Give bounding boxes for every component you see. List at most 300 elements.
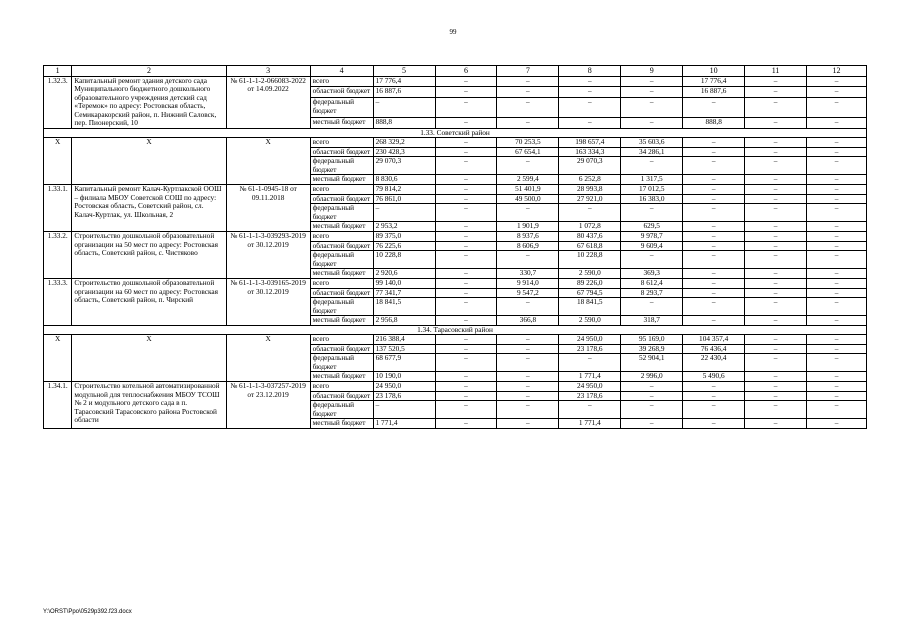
value-cell: 163 334,3 <box>559 147 621 157</box>
column-header: 3 <box>226 66 310 77</box>
value-cell: 17 012,5 <box>621 185 683 195</box>
value-cell-empty: – <box>807 401 867 419</box>
budget-source: федеральный бюджет <box>310 157 373 175</box>
value-cell-empty: – <box>435 97 497 117</box>
value-cell-empty: – <box>435 372 497 382</box>
value-cell-empty: – <box>497 76 559 87</box>
value-cell-empty: – <box>683 157 745 175</box>
value-cell: 76 225,6 <box>373 241 435 251</box>
budget-source: областной бюджет <box>310 147 373 157</box>
value-cell: 5 490,6 <box>683 372 745 382</box>
value-cell-empty: – <box>559 87 621 98</box>
value-cell: 8 606,9 <box>497 241 559 251</box>
value-cell: 1 072,8 <box>559 222 621 232</box>
item-number: 1.33.3. <box>44 278 72 325</box>
value-cell-empty: – <box>807 251 867 269</box>
value-cell: 8 293,7 <box>621 288 683 298</box>
value-cell: 216 388,4 <box>373 334 435 344</box>
budget-table <box>43 65 867 429</box>
item-document: № 61-1-1-2-066083-2022 от 14.09.2022 <box>226 76 310 129</box>
value-cell-empty: – <box>807 316 867 326</box>
value-cell: 2 996,0 <box>621 372 683 382</box>
value-cell: 70 253,5 <box>497 138 559 148</box>
value-cell: 6 252,8 <box>559 175 621 185</box>
value-cell-empty: – <box>621 401 683 419</box>
value-cell: 76 861,0 <box>373 194 435 204</box>
value-cell-empty: – <box>745 157 807 175</box>
value-cell: 24 950,0 <box>373 381 435 391</box>
value-cell-empty: – <box>745 269 807 279</box>
value-cell-empty: – <box>745 241 807 251</box>
item-name: Строительство дошкольной образовательной организации на 60 мест по адресу: Ростовская область, Советский район, п. Чирский <box>72 278 226 325</box>
value-cell: 1 771,4 <box>559 372 621 382</box>
value-cell: 888,8 <box>683 118 745 129</box>
value-cell-empty: – <box>621 87 683 98</box>
value-cell-empty: – <box>745 401 807 419</box>
header-row <box>44 66 867 77</box>
item-document: № 61-1-1-3-037257-2019 от 23.12.2019 <box>226 381 310 428</box>
value-cell-empty: – <box>745 381 807 391</box>
value-cell-empty: – <box>745 204 807 222</box>
value-cell-empty: – <box>559 354 621 372</box>
value-cell-empty: – <box>807 381 867 391</box>
budget-source: всего <box>310 334 373 344</box>
table-row <box>44 278 867 288</box>
value-cell: 67 794,5 <box>559 288 621 298</box>
page-number: 99 <box>449 28 457 36</box>
value-cell-empty: – <box>745 185 807 195</box>
value-cell-empty: – <box>373 401 435 419</box>
value-cell-empty: – <box>807 157 867 175</box>
value-cell: 39 268,9 <box>621 344 683 354</box>
value-cell: 23 178,6 <box>559 391 621 401</box>
value-cell-empty: – <box>435 175 497 185</box>
item-name: Строительство котельной автоматизированной модульной для теплоснабжения МБОУ ТСОШ № 2 и модульного детского сада в п. Тарасовский Тарасовского района Ростовской области <box>72 381 226 428</box>
value-cell-empty: – <box>745 118 807 129</box>
column-header: 2 <box>72 66 226 77</box>
value-cell: 9 609,4 <box>621 241 683 251</box>
value-cell-empty: – <box>435 185 497 195</box>
value-cell-empty: – <box>807 147 867 157</box>
value-cell-empty: – <box>435 298 497 316</box>
value-cell: 79 814,2 <box>373 185 435 195</box>
value-cell: 29 070,3 <box>373 157 435 175</box>
value-cell-empty: – <box>683 204 745 222</box>
column-header: 11 <box>745 66 807 77</box>
value-cell: 9 547,2 <box>497 288 559 298</box>
value-cell-empty: – <box>745 419 807 429</box>
value-cell-empty: – <box>435 147 497 157</box>
value-cell: 9 978,7 <box>621 232 683 242</box>
value-cell: 10 228,8 <box>373 251 435 269</box>
value-cell-empty: – <box>683 298 745 316</box>
value-cell-empty: – <box>435 157 497 175</box>
file-path-footer: Y:\ORST\Ppo\0529p392.f23.docx <box>43 609 132 615</box>
value-cell-empty: – <box>373 97 435 117</box>
value-cell: 35 603,6 <box>621 138 683 148</box>
value-cell-empty: – <box>621 204 683 222</box>
value-cell: 2 953,2 <box>373 222 435 232</box>
item-name: Капитальный ремонт Калач-Куртлакской ООШ – филиала МБОУ Советской СОШ по адресу: Ростовская область, Советский район, сл. Калач-Куртлак, ул. Школьная, 2 <box>72 185 226 232</box>
value-cell: 8 612,4 <box>621 278 683 288</box>
value-cell-empty: – <box>497 391 559 401</box>
value-cell-empty: – <box>807 288 867 298</box>
item-number: Х <box>44 138 72 185</box>
value-cell-empty: – <box>435 118 497 129</box>
column-header: 8 <box>559 66 621 77</box>
budget-source: всего <box>310 232 373 242</box>
value-cell-empty: – <box>807 118 867 129</box>
budget-source: всего <box>310 381 373 391</box>
item-document: № 61-1-1-3-039165-2019 от 30.12.2019 <box>226 278 310 325</box>
value-cell: 230 428,3 <box>373 147 435 157</box>
budget-source: всего <box>310 138 373 148</box>
item-name: Строительство дошкольной образовательной организации на 50 мест по адресу: Ростовская область, Советский район, с. Чистяково <box>72 232 226 279</box>
value-cell-empty: – <box>745 372 807 382</box>
value-cell-empty: – <box>745 222 807 232</box>
value-cell-empty: – <box>745 147 807 157</box>
budget-source: всего <box>310 185 373 195</box>
value-cell-empty: – <box>435 251 497 269</box>
value-cell-empty: – <box>683 147 745 157</box>
value-cell-empty: – <box>683 419 745 429</box>
value-cell: 68 677,9 <box>373 354 435 372</box>
value-cell-empty: – <box>745 278 807 288</box>
value-cell: 67 654,1 <box>497 147 559 157</box>
value-cell-empty: – <box>435 354 497 372</box>
value-cell-empty: – <box>497 118 559 129</box>
value-cell-empty: – <box>807 97 867 117</box>
budget-source: всего <box>310 76 373 87</box>
value-cell-empty: – <box>497 401 559 419</box>
value-cell-empty: – <box>497 298 559 316</box>
value-cell-empty: – <box>745 354 807 372</box>
value-cell-empty: – <box>621 157 683 175</box>
value-cell-empty: – <box>745 391 807 401</box>
value-cell-empty: – <box>683 316 745 326</box>
value-cell: 89 375,0 <box>373 232 435 242</box>
value-cell-empty: – <box>435 87 497 98</box>
value-cell-empty: – <box>807 269 867 279</box>
value-cell: 51 401,9 <box>497 185 559 195</box>
value-cell-empty: – <box>807 372 867 382</box>
value-cell-empty: – <box>497 251 559 269</box>
value-cell-empty: – <box>497 334 559 344</box>
value-cell: 8 830,6 <box>373 175 435 185</box>
budget-source: областной бюджет <box>310 344 373 354</box>
value-cell-empty: – <box>497 372 559 382</box>
budget-source: областной бюджет <box>310 391 373 401</box>
value-cell-empty: – <box>621 419 683 429</box>
value-cell-empty: – <box>497 204 559 222</box>
value-cell: 22 430,4 <box>683 354 745 372</box>
value-cell-empty: – <box>435 194 497 204</box>
value-cell: 10 190,0 <box>373 372 435 382</box>
value-cell-empty: – <box>435 269 497 279</box>
value-cell-empty: – <box>745 316 807 326</box>
value-cell: 9 914,0 <box>497 278 559 288</box>
item-name: Х <box>72 334 226 381</box>
column-header: 10 <box>683 66 745 77</box>
value-cell: 10 228,8 <box>559 251 621 269</box>
value-cell: 18 841,5 <box>373 298 435 316</box>
value-cell-empty: – <box>435 278 497 288</box>
value-cell-empty: – <box>807 87 867 98</box>
item-document: № 61-1-0945-18 от 09.11.2018 <box>226 185 310 232</box>
value-cell-empty: – <box>745 232 807 242</box>
table-row <box>44 381 867 391</box>
value-cell: 99 140,0 <box>373 278 435 288</box>
value-cell-empty: – <box>435 381 497 391</box>
value-cell-empty: – <box>621 97 683 117</box>
item-number: 1.33.2. <box>44 232 72 279</box>
value-cell: 28 993,8 <box>559 185 621 195</box>
value-cell-empty: – <box>435 401 497 419</box>
value-cell-empty: – <box>745 76 807 87</box>
value-cell-empty: – <box>807 278 867 288</box>
value-cell: 318,7 <box>621 316 683 326</box>
value-cell: 49 500,0 <box>497 194 559 204</box>
value-cell-empty: – <box>621 76 683 87</box>
value-cell-empty: – <box>435 222 497 232</box>
value-cell-empty: – <box>621 251 683 269</box>
section-row <box>44 325 867 334</box>
value-cell-empty: – <box>745 298 807 316</box>
value-cell: 24 950,0 <box>559 334 621 344</box>
budget-source: местный бюджет <box>310 316 373 326</box>
value-cell-empty: – <box>373 204 435 222</box>
column-header: 5 <box>373 66 435 77</box>
section-row <box>44 129 867 138</box>
value-cell-empty: – <box>435 76 497 87</box>
value-cell-empty: – <box>683 278 745 288</box>
item-document: Х <box>226 334 310 381</box>
budget-source: местный бюджет <box>310 372 373 382</box>
value-cell-empty: – <box>807 175 867 185</box>
value-cell-empty: – <box>745 138 807 148</box>
budget-source: федеральный бюджет <box>310 97 373 117</box>
value-cell-empty: – <box>435 334 497 344</box>
value-cell: 1 901,9 <box>497 222 559 232</box>
value-cell-empty: – <box>683 138 745 148</box>
value-cell: 23 178,6 <box>559 344 621 354</box>
value-cell-empty: – <box>435 288 497 298</box>
budget-source: всего <box>310 278 373 288</box>
value-cell-empty: – <box>621 298 683 316</box>
value-cell: 16 887,6 <box>683 87 745 98</box>
item-name: Х <box>72 138 226 185</box>
value-cell: 137 520,5 <box>373 344 435 354</box>
value-cell-empty: – <box>435 204 497 222</box>
value-cell-empty: – <box>435 419 497 429</box>
value-cell-empty: – <box>559 118 621 129</box>
value-cell-empty: – <box>807 138 867 148</box>
value-cell-empty: – <box>559 204 621 222</box>
value-cell: 2 920,6 <box>373 269 435 279</box>
budget-source: федеральный бюджет <box>310 401 373 419</box>
value-cell-empty: – <box>807 298 867 316</box>
value-cell: 369,3 <box>621 269 683 279</box>
value-cell: 366,8 <box>497 316 559 326</box>
budget-source: местный бюджет <box>310 222 373 232</box>
budget-source: областной бюджет <box>310 288 373 298</box>
item-document: Х <box>226 138 310 185</box>
value-cell: 67 618,8 <box>559 241 621 251</box>
value-cell: 268 329,2 <box>373 138 435 148</box>
column-header: 6 <box>435 66 497 77</box>
value-cell-empty: – <box>683 269 745 279</box>
value-cell: 330,7 <box>497 269 559 279</box>
value-cell-empty: – <box>807 204 867 222</box>
value-cell-empty: – <box>683 288 745 298</box>
value-cell-empty: – <box>435 391 497 401</box>
value-cell: 18 841,5 <box>559 298 621 316</box>
value-cell-empty: – <box>435 232 497 242</box>
value-cell: 17 776,4 <box>683 76 745 87</box>
item-document: № 61-1-1-3-039293-2019 от 30.12.2019 <box>226 232 310 279</box>
value-cell-empty: – <box>745 97 807 117</box>
value-cell-empty: – <box>497 419 559 429</box>
budget-source: федеральный бюджет <box>310 298 373 316</box>
value-cell: 198 657,4 <box>559 138 621 148</box>
value-cell: 888,8 <box>373 118 435 129</box>
budget-source: местный бюджет <box>310 419 373 429</box>
value-cell-empty: – <box>683 381 745 391</box>
budget-source: местный бюджет <box>310 118 373 129</box>
value-cell-empty: – <box>807 232 867 242</box>
value-cell-empty: – <box>435 316 497 326</box>
value-cell-empty: – <box>559 76 621 87</box>
value-cell-empty: – <box>683 401 745 419</box>
value-cell-empty: – <box>497 157 559 175</box>
table-row <box>44 138 867 148</box>
value-cell-empty: – <box>807 76 867 87</box>
value-cell: 1 771,4 <box>559 419 621 429</box>
table-row <box>44 185 867 195</box>
value-cell-empty: – <box>745 175 807 185</box>
value-cell: 2 590,0 <box>559 316 621 326</box>
value-cell: 89 226,0 <box>559 278 621 288</box>
value-cell-empty: – <box>807 241 867 251</box>
value-cell-empty: – <box>559 401 621 419</box>
value-cell-empty: – <box>807 222 867 232</box>
value-cell-empty: – <box>683 222 745 232</box>
table-row <box>44 334 867 344</box>
value-cell-empty: – <box>745 344 807 354</box>
value-cell-empty: – <box>807 344 867 354</box>
value-cell-empty: – <box>621 391 683 401</box>
value-cell-empty: – <box>683 241 745 251</box>
column-header: 1 <box>44 66 72 77</box>
value-cell-empty: – <box>497 354 559 372</box>
value-cell-empty: – <box>745 251 807 269</box>
value-cell: 629,5 <box>621 222 683 232</box>
budget-source: федеральный бюджет <box>310 354 373 372</box>
budget-source: местный бюджет <box>310 269 373 279</box>
value-cell-empty: – <box>621 381 683 391</box>
value-cell-empty: – <box>807 391 867 401</box>
budget-source: областной бюджет <box>310 194 373 204</box>
budget-source: федеральный бюджет <box>310 251 373 269</box>
value-cell: 23 178,6 <box>373 391 435 401</box>
value-cell: 29 070,3 <box>559 157 621 175</box>
value-cell-empty: – <box>683 251 745 269</box>
value-cell-empty: – <box>683 391 745 401</box>
value-cell: 2 956,8 <box>373 316 435 326</box>
item-name: Капитальный ремонт здания детского сада Муниципального бюджетного дошкольного образовательного учреждения детский сад «Теремок» по адресу: Ростовская область, Семикаракорский район, п. Нижний Саловск, пер. Пионерский, 10 <box>72 76 226 129</box>
value-cell: 2 599,4 <box>497 175 559 185</box>
value-cell: 1 771,4 <box>373 419 435 429</box>
value-cell-empty: – <box>683 175 745 185</box>
value-cell: 16 887,6 <box>373 87 435 98</box>
value-cell-empty: – <box>497 97 559 117</box>
table-row <box>44 76 867 87</box>
item-number: 1.32.3. <box>44 76 72 129</box>
value-cell: 76 436,4 <box>683 344 745 354</box>
value-cell-empty: – <box>683 194 745 204</box>
value-cell: 104 357,4 <box>683 334 745 344</box>
value-cell-empty: – <box>435 138 497 148</box>
value-cell-empty: – <box>497 381 559 391</box>
budget-source: областной бюджет <box>310 241 373 251</box>
section-title: 1.34. Тарасовский район <box>44 325 867 334</box>
value-cell-empty: – <box>683 185 745 195</box>
value-cell: 52 904,1 <box>621 354 683 372</box>
column-header: 12 <box>807 66 867 77</box>
value-cell: 1 317,5 <box>621 175 683 185</box>
value-cell: 77 341,7 <box>373 288 435 298</box>
value-cell-empty: – <box>497 87 559 98</box>
value-cell-empty: – <box>745 334 807 344</box>
value-cell-empty: – <box>497 344 559 354</box>
value-cell-empty: – <box>559 97 621 117</box>
value-cell-empty: – <box>745 87 807 98</box>
value-cell: 80 437,6 <box>559 232 621 242</box>
value-cell-empty: – <box>807 194 867 204</box>
column-header: 4 <box>310 66 373 77</box>
value-cell: 24 950,0 <box>559 381 621 391</box>
value-cell-empty: – <box>683 97 745 117</box>
budget-source: местный бюджет <box>310 175 373 185</box>
value-cell-empty: – <box>807 354 867 372</box>
value-cell-empty: – <box>807 334 867 344</box>
value-cell: 2 590,0 <box>559 269 621 279</box>
item-number: Х <box>44 334 72 381</box>
value-cell-empty: – <box>745 194 807 204</box>
item-number: 1.34.1. <box>44 381 72 428</box>
value-cell-empty: – <box>683 232 745 242</box>
value-cell: 95 169,0 <box>621 334 683 344</box>
value-cell-empty: – <box>621 118 683 129</box>
item-number: 1.33.1. <box>44 185 72 232</box>
budget-source: областной бюджет <box>310 87 373 98</box>
value-cell-empty: – <box>435 344 497 354</box>
value-cell: 27 921,0 <box>559 194 621 204</box>
value-cell: 34 286,1 <box>621 147 683 157</box>
budget-source: федеральный бюджет <box>310 204 373 222</box>
value-cell-empty: – <box>807 419 867 429</box>
value-cell: 16 383,0 <box>621 194 683 204</box>
value-cell: 8 937,6 <box>497 232 559 242</box>
column-header: 7 <box>497 66 559 77</box>
value-cell-empty: – <box>745 288 807 298</box>
value-cell-empty: – <box>435 241 497 251</box>
column-header: 9 <box>621 66 683 77</box>
section-title: 1.33. Советский район <box>44 129 867 138</box>
value-cell-empty: – <box>807 185 867 195</box>
table-row <box>44 232 867 242</box>
value-cell: 17 776,4 <box>373 76 435 87</box>
